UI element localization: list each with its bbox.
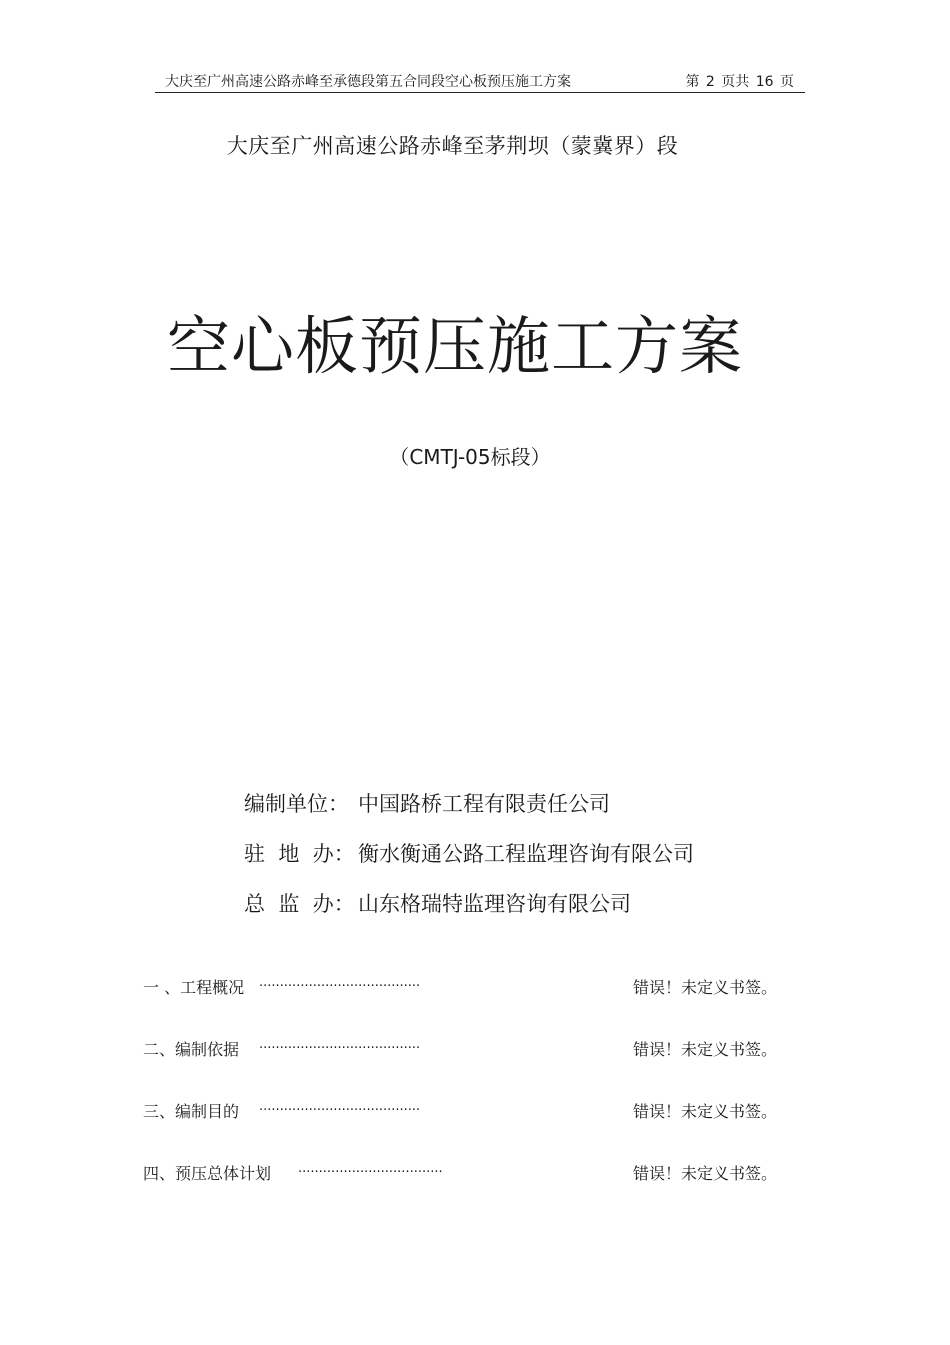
page-suffix: 页 [780, 74, 794, 90]
toc-item-page: 错误！未定义书签。 [633, 1102, 778, 1121]
toc-item-label: 三、编制目的 [143, 1102, 240, 1121]
section-code: （CMTJ-05标段） [389, 445, 551, 469]
org-row-chief-office [244, 888, 694, 938]
toc-leader-dots: ................................... [298, 1161, 443, 1176]
page-total: 16 [755, 74, 774, 90]
org-label: 总 监 办： [244, 892, 355, 916]
toc-item[interactable] [143, 1034, 793, 1096]
page-header [155, 68, 805, 93]
org-value: 山东格瑞特监理咨询有限公司 [358, 892, 631, 916]
org-row-resident-office [244, 838, 694, 888]
toc-item-label: 四、预压总体计划 [143, 1164, 272, 1183]
org-label: 编制单位： [244, 792, 349, 816]
toc-item-page: 错误！未定义书签。 [633, 1164, 778, 1183]
table-of-contents [143, 972, 793, 1220]
cover-subtitle: 大庆至广州高速公路赤峰至茅荆坝（蒙冀界）段 [226, 134, 679, 158]
toc-leader-dots: ....................................... [259, 1099, 421, 1114]
org-value: 衡水衡通公路工程监理咨询有限公司 [358, 842, 694, 866]
page-mid: 页共 [721, 74, 750, 90]
organization-list [244, 788, 694, 938]
page-prefix: 第 [685, 74, 700, 90]
org-row-compiler [244, 788, 694, 838]
cover-title: 空心板预压施工方案 [167, 310, 743, 383]
header-doc-title: 大庆至广州高速公路赤峰至承德段第五合同段空心板预压施工方案 [165, 74, 571, 90]
toc-item[interactable] [143, 972, 793, 1034]
toc-item[interactable] [143, 1096, 793, 1158]
toc-item-label: 一 、工程概况 [143, 978, 245, 997]
page-current: 2 [705, 74, 715, 90]
header-page-number [684, 71, 795, 91]
toc-item-label: 二、编制依据 [143, 1040, 240, 1059]
org-label: 驻 地 办： [244, 842, 355, 866]
toc-item[interactable] [143, 1158, 793, 1220]
toc-item-page: 错误！未定义书签。 [633, 978, 778, 997]
toc-leader-dots: ....................................... [259, 1037, 421, 1052]
toc-leader-dots: ....................................... [259, 975, 421, 990]
org-value: 中国路桥工程有限责任公司 [358, 792, 610, 816]
toc-item-page: 错误！未定义书签。 [633, 1040, 778, 1059]
